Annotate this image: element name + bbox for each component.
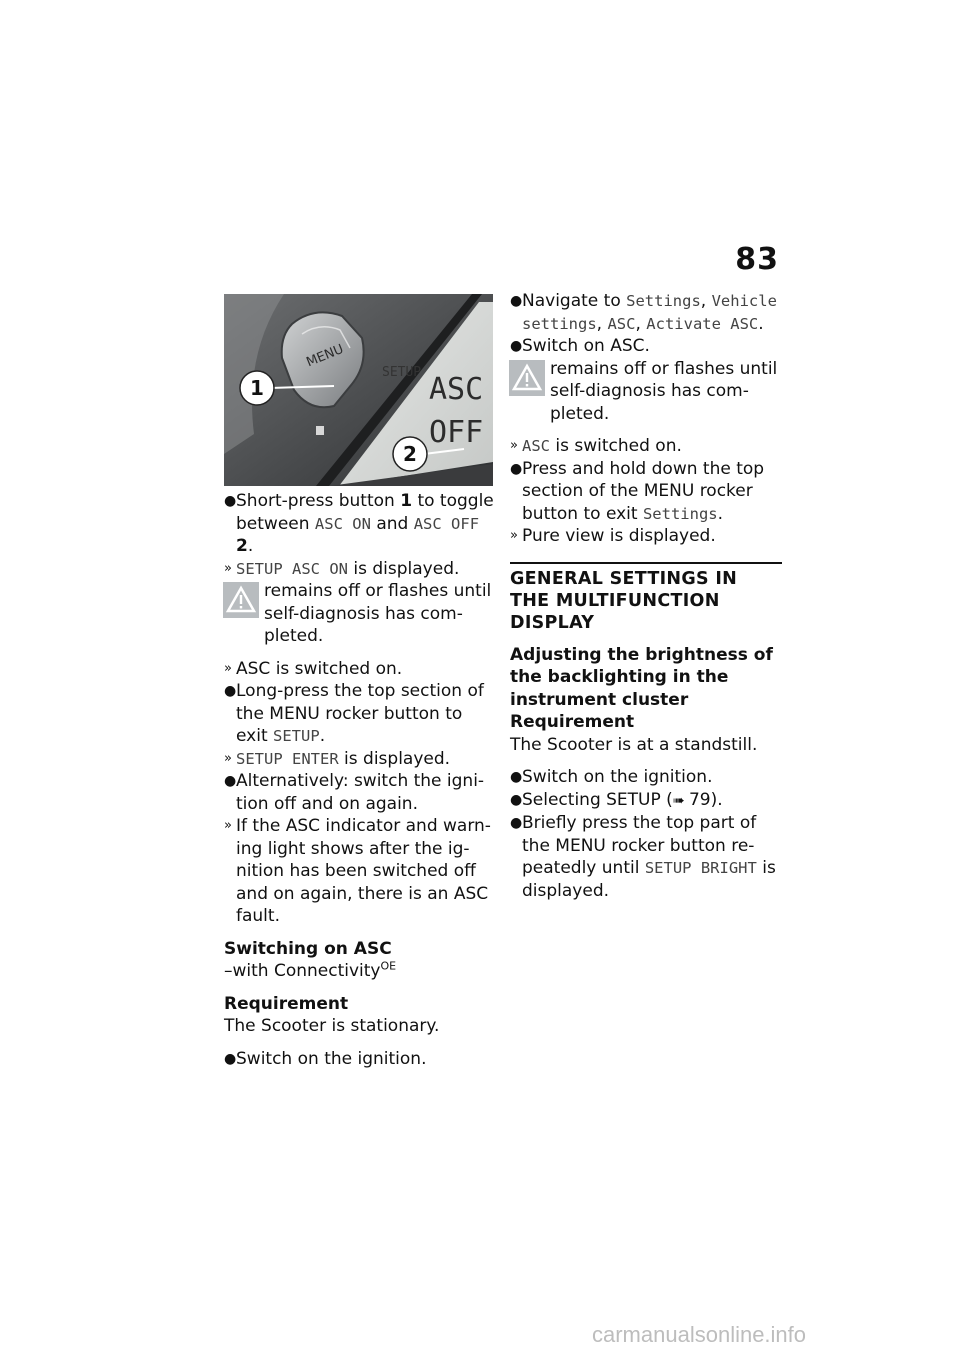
result-arrow-icon: » xyxy=(224,818,232,833)
list-item: ● Switch on the ignition. xyxy=(510,767,713,787)
bullet-icon: ● xyxy=(510,338,523,354)
bullet-icon: ● xyxy=(510,791,523,808)
menu-button-text: MENU xyxy=(304,341,346,371)
bullet-icon: ● xyxy=(224,1050,237,1067)
warning-note: remains off or flashes until self-diagnosis has com-pleted. xyxy=(510,358,782,426)
list-item: ● Long-press the top section of the MENU rocker button to exit SETUP. xyxy=(224,681,484,746)
display-setup-text: SETUP xyxy=(382,365,422,380)
bullet-icon: ● xyxy=(510,769,523,785)
list-item: ● Press and hold down the top section of the MENU rocker button to exit Settings. xyxy=(510,458,765,524)
callout-1-label: 1 xyxy=(250,376,264,400)
warning-triangle-icon xyxy=(509,360,545,396)
result-arrow-icon: » xyxy=(510,438,518,453)
list-item: ● Switch on the ignition. xyxy=(224,1048,427,1069)
bullet-icon: ● xyxy=(510,815,523,831)
list-item: » Pure view is displayed. xyxy=(510,526,716,546)
list-item: ● Navigate to Settings, Vehicle settings, ASC, Activate ASC. xyxy=(510,291,777,334)
bullet-icon: ● xyxy=(224,683,237,699)
list-item: » ASC is switched on. xyxy=(510,436,682,456)
subsection-subtitle: –with Connectivity$^{OE}$ xyxy=(224,959,397,981)
requirement-text: The Scooter is at a standstill. xyxy=(510,734,758,755)
list-item: ● Alternatively: switch the igni-tion off and on again. xyxy=(224,771,485,814)
warning-note: remains off or flashes until self-diagnosis has com-pleted. xyxy=(224,580,496,648)
warning-triangle-icon xyxy=(223,582,259,618)
requirement-label: Requirement xyxy=(224,993,349,1014)
section-title: GENERAL SETTINGS IN THE MULTIFUNCTION DISPLAY xyxy=(510,568,738,633)
list-item: ● Switch on ASC. xyxy=(510,336,650,356)
requirement-label: Requirement xyxy=(510,712,635,732)
bullet-icon: ● xyxy=(224,493,237,509)
list-item: » ASC is switched on. xyxy=(224,658,403,679)
result-arrow-icon: » xyxy=(510,528,518,543)
result-arrow-icon: » xyxy=(224,660,232,676)
result-arrow-icon: » xyxy=(224,560,232,576)
list-item: » SETUP ENTER is displayed. xyxy=(224,748,451,769)
callout-2-label: 2 xyxy=(403,442,417,466)
section-divider xyxy=(510,562,782,634)
watermark: carmanualsonline.info xyxy=(592,1322,807,1347)
page-reference-arrow-icon: ➠ xyxy=(672,792,689,809)
result-arrow-icon: » xyxy=(224,750,232,766)
list-item: ● Short-press button 1 to toggle between ASC ON and ASC OFF 2. xyxy=(224,491,494,556)
right-column xyxy=(510,290,782,902)
bullet-icon: ● xyxy=(224,773,237,789)
display-off-text: OFF xyxy=(429,415,484,450)
subsection-heading: Switching on ASC xyxy=(224,938,392,959)
list-item: ● Briefly press the top part of the MENU rocker button re-peatedly until SETUP BRIGHT is displayed. xyxy=(510,813,776,901)
display-asc-text: ASC xyxy=(429,372,484,407)
requirement-text: The Scooter is stationary. xyxy=(224,1016,440,1036)
subsection-heading: Adjusting the brightness of the backlighting in the instrument cluster xyxy=(510,644,773,710)
left-column xyxy=(224,490,496,1070)
list-item: » SETUP ASC ON is displayed. xyxy=(224,558,460,579)
bullet-icon: ● xyxy=(510,460,523,477)
bullet-icon: ● xyxy=(510,293,523,309)
list-item: » If the ASC indicator and warn-ing light shows after the ig-nition has been switched off and on again, there is an ASC fault. xyxy=(224,816,491,926)
page-number: 83 xyxy=(735,242,779,277)
list-item: ● Selecting SETUP (➠ 79). xyxy=(510,789,723,810)
instrument-photo xyxy=(224,294,493,486)
